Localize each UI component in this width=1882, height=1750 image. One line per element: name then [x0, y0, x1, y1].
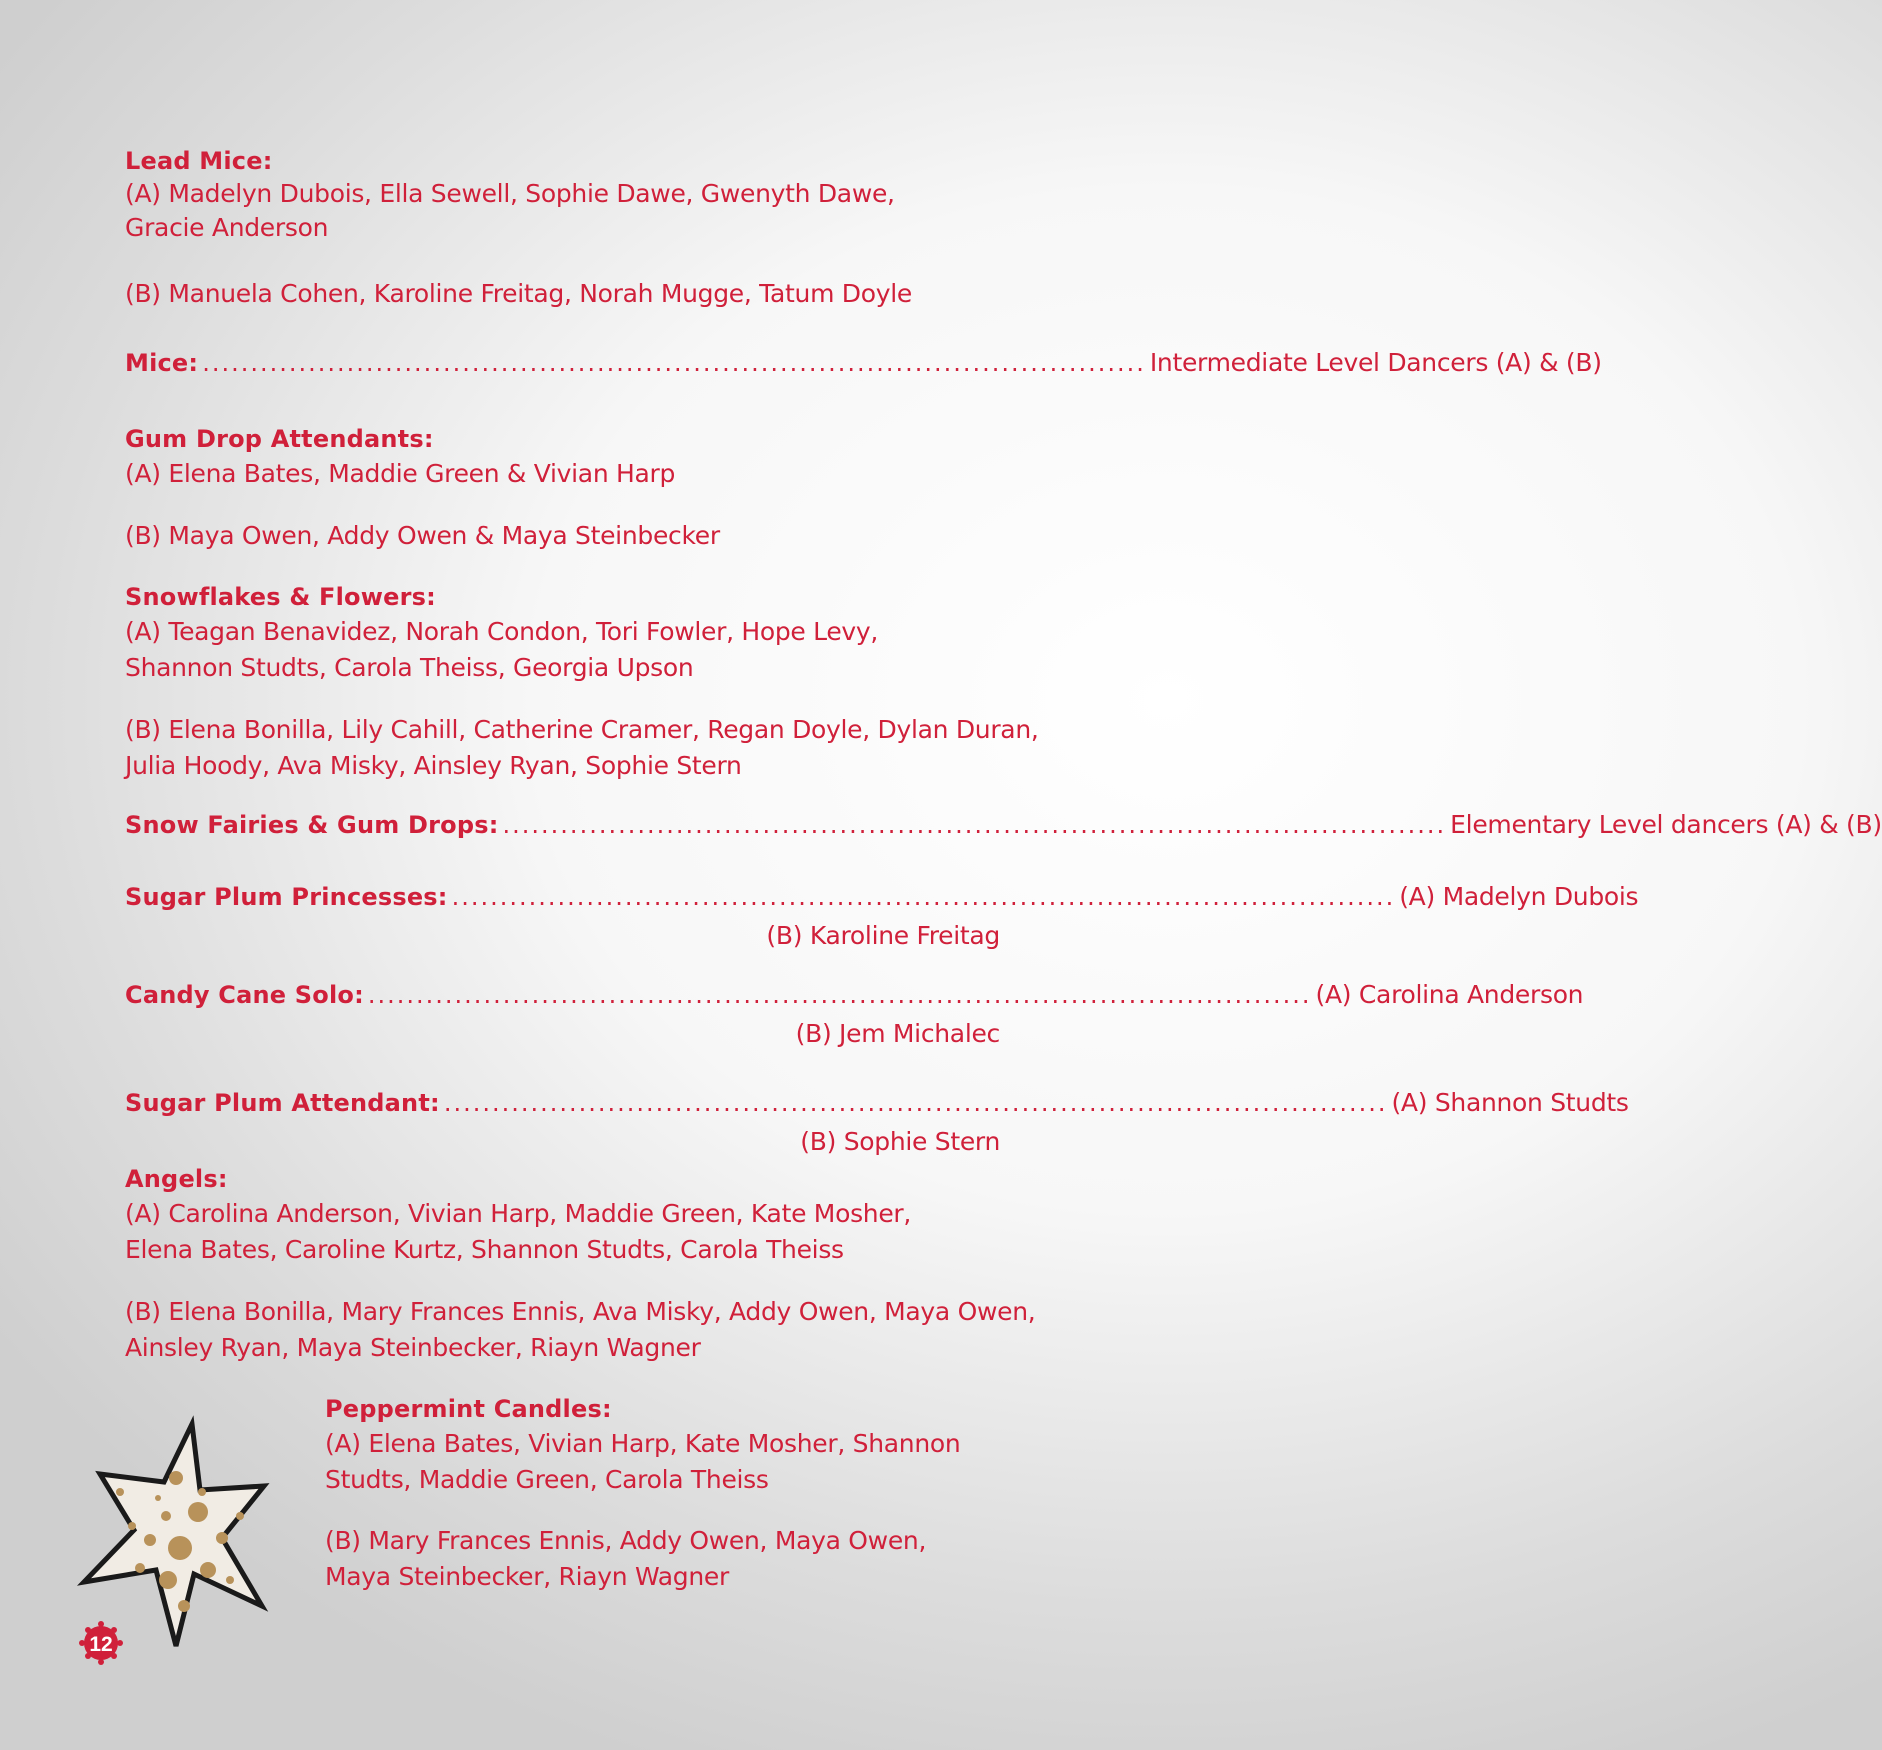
page-number: 12 — [89, 1633, 113, 1656]
lead-mice-a-line1: (A) Madelyn Dubois, Ella Sewell, Sophie Dawe, Gwenyth Dawe, — [125, 179, 895, 208]
angels-b-line2: Ainsley Ryan, Maya Steinbecker, Riayn Wagner — [125, 1333, 701, 1362]
lead-mice-b-line1: (B) Manuela Cohen, Karoline Freitag, Norah Mugge, Tatum Doyle — [125, 279, 912, 308]
peppermint-candles-a-line2: Studts, Maddie Green, Carola Theiss — [325, 1465, 769, 1494]
snowflakes-flowers-heading: Snowflakes & Flowers: — [125, 583, 436, 611]
sugar-plum-princesses-label: Sugar Plum Princesses: — [125, 883, 448, 911]
peppermint-candles-heading: Peppermint Candles: — [325, 1395, 612, 1423]
snowflakes-flowers-a-line2: Shannon Studts, Carola Theiss, Georgia Upson — [125, 653, 694, 682]
sugar-plum-attendant-dots: .................................................................................................. — [443, 1089, 1388, 1117]
snow-fairies-label: Snow Fairies & Gum Drops: — [125, 811, 499, 839]
gum-drop-attendants-heading: Gum Drop Attendants: — [125, 425, 434, 453]
gum-drop-attendants-b: (B) Maya Owen, Addy Owen & Maya Steinbecker — [125, 521, 720, 550]
snowflakes-flowers-b-line2: Julia Hoody, Ava Misky, Ainsley Ryan, Sophie Stern — [125, 751, 742, 780]
snowflakes-flowers-a-line1: (A) Teagan Benavidez, Norah Condon, Tori Fowler, Hope Levy, — [125, 617, 879, 646]
mice-label: Mice: — [125, 349, 199, 377]
candy-cane-solo-dots: .................................................................................................. — [367, 981, 1312, 1009]
sugar-plum-princesses-a: (A) Madelyn Dubois — [1399, 882, 1639, 911]
sugar-plum-attendant-a: (A) Shannon Studts — [1391, 1088, 1629, 1117]
snowflakes-flowers-b-line1: (B) Elena Bonilla, Lily Cahill, Catherine Cramer, Regan Doyle, Dylan Duran, — [125, 715, 1039, 744]
snow-fairies-dots: .................................................................................................. — [502, 811, 1447, 839]
star-decoration-icon — [80, 1420, 270, 1650]
peppermint-candles-b-line2: Maya Steinbecker, Riayn Wagner — [325, 1562, 729, 1591]
candy-cane-solo-a: (A) Carolina Anderson — [1315, 980, 1584, 1009]
mice-value: Intermediate Level Dancers (A) & (B) — [1149, 348, 1602, 377]
snow-fairies-row — [125, 810, 1882, 846]
sugar-plum-attendant-b: (B) Sophie Stern — [800, 1127, 1000, 1156]
sugar-plum-princesses-row — [125, 882, 1639, 918]
lead-mice-heading: Lead Mice: — [125, 147, 273, 175]
mice-row — [125, 348, 1602, 384]
sugar-plum-attendant-row — [125, 1088, 1629, 1124]
angels-a-line2: Elena Bates, Caroline Kurtz, Shannon Studts, Carola Theiss — [125, 1235, 844, 1264]
sugar-plum-princesses-b: (B) Karoline Freitag — [766, 921, 1000, 950]
candy-cane-solo-label: Candy Cane Solo: — [125, 981, 364, 1009]
candy-cane-solo-row — [125, 980, 1584, 1016]
peppermint-candles-a-line1: (A) Elena Bates, Vivian Harp, Kate Mosher, Shannon — [325, 1429, 961, 1458]
gum-drop-attendants-a: (A) Elena Bates, Maddie Green & Vivian Harp — [125, 459, 676, 488]
page-number-badge — [78, 1620, 124, 1666]
angels-b-line1: (B) Elena Bonilla, Mary Frances Ennis, Ava Misky, Addy Owen, Maya Owen, — [125, 1297, 1036, 1326]
snow-fairies-value: Elementary Level dancers (A) & (B) — [1450, 810, 1882, 839]
peppermint-candles-b-line1: (B) Mary Frances Ennis, Addy Owen, Maya Owen, — [325, 1526, 927, 1555]
candy-cane-solo-b: (B) Jem Michalec — [795, 1019, 1000, 1048]
angels-a-line1: (A) Carolina Anderson, Vivian Harp, Maddie Green, Kate Mosher, — [125, 1199, 912, 1228]
sugar-plum-attendant-label: Sugar Plum Attendant: — [125, 1089, 440, 1117]
mice-dots: .................................................................................................. — [202, 349, 1146, 377]
lead-mice-a-line2: Gracie Anderson — [125, 213, 329, 242]
sugar-plum-princesses-dots: .................................................................................................. — [451, 883, 1396, 911]
angels-heading: Angels: — [125, 1165, 228, 1193]
